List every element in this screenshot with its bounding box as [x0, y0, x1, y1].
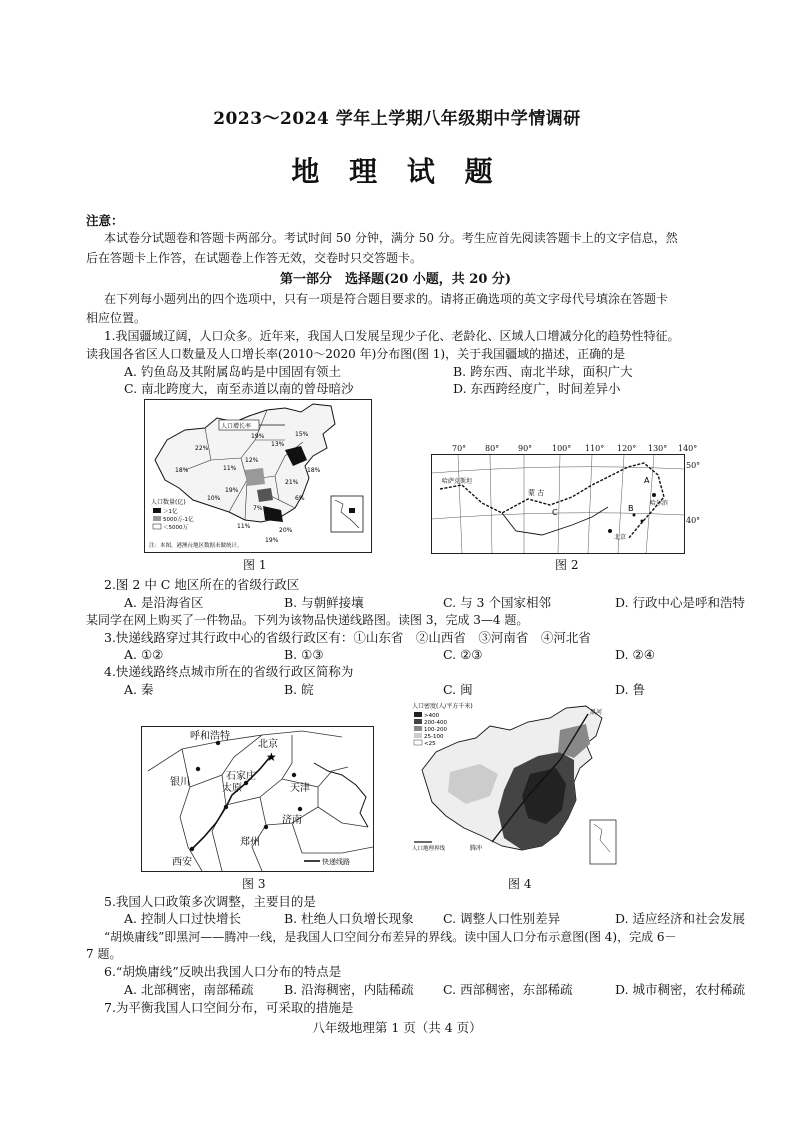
- figure-3-caption: 图 3: [242, 877, 266, 891]
- fig2-lat-50: 50°: [686, 461, 701, 470]
- q5-option-b[interactable]: B. 杜绝人口负增长现象: [284, 911, 414, 926]
- q3-option-a[interactable]: A. ①②: [124, 647, 164, 662]
- fig4-legend-item-2: 200-400: [424, 720, 447, 726]
- fig1-legend-swatch-1: [153, 508, 161, 513]
- figure-2-svg: [432, 455, 684, 553]
- figure-2-caption: 图 2: [555, 558, 579, 572]
- q5-option-a[interactable]: A. 控制人口过快增长: [124, 911, 241, 926]
- fig4-legend-item-3: 100-200: [424, 727, 447, 733]
- q4-option-d[interactable]: D. 鲁: [615, 682, 646, 697]
- fig2-dot-1: [633, 514, 636, 517]
- figure-2-map: [431, 454, 685, 554]
- fig1-south-sea-inset: [331, 496, 363, 532]
- fig1-label-5: 12%: [245, 457, 259, 464]
- fig2-region-4: A: [644, 476, 650, 485]
- q4-option-b[interactable]: B. 皖: [284, 682, 314, 697]
- q5-option-d[interactable]: D. 适应经济和社会发展: [615, 911, 746, 926]
- q3-option-d[interactable]: D. ②④: [615, 647, 655, 662]
- fig2-dot-2: [641, 520, 644, 523]
- fig2-dot-harbin: [652, 493, 656, 497]
- fig3-city-xian: 西安: [172, 857, 192, 868]
- fig2-lat-40: 40°: [686, 516, 701, 525]
- fig1-arrow-label: 人口增长率: [221, 423, 252, 430]
- fig4-legend-swatch-4: [414, 733, 422, 738]
- fig3-city-zhengzhou: 郑州: [240, 837, 260, 848]
- fig2-dot-beijing: [608, 529, 612, 533]
- fig1-legend-swatch-3: [153, 524, 161, 529]
- fig2-graticule: [432, 455, 684, 553]
- fig1-label-15: 11%: [237, 523, 251, 530]
- fig4-legend-item-1: >400: [424, 713, 440, 719]
- q6-option-b[interactable]: B. 沿海稠密，内陆稀疏: [284, 982, 414, 997]
- fig2-lon-80: 80°: [485, 444, 500, 453]
- fig1-label-13: 6%: [295, 495, 305, 502]
- fig3-dot-tianjin: [292, 773, 296, 777]
- fig2-lon-90: 90°: [518, 444, 533, 453]
- fig1-inset-island: [349, 508, 355, 513]
- fig3-city-beijing: 北京: [258, 739, 278, 750]
- fig4-legend-item-4: 25-100: [424, 734, 444, 740]
- fig3-dot-taiyuan: [224, 805, 228, 809]
- subject-title: 地 理 试 题: [291, 155, 503, 188]
- section-heading: 第一部分 选择题(20 小题，共 20 分): [280, 272, 512, 287]
- figure-4-caption: 图 4: [508, 877, 532, 891]
- fig1-label-2: 22%: [195, 445, 209, 452]
- figure-1-caption: 图 1: [243, 558, 267, 572]
- q6-option-c[interactable]: C. 西部稠密，东部稀疏: [443, 982, 573, 997]
- notice-label: 注意：: [86, 213, 124, 228]
- fig4-legend-swatch-1: [414, 712, 422, 717]
- section-intro-2: 相应位置。: [86, 311, 147, 325]
- q4-stem: 4.快递线路终点城市所在的省级行政区简称为: [104, 664, 354, 679]
- fig1-legend-item-1: ＞1亿: [163, 509, 178, 515]
- figure-1-svg: [145, 400, 371, 552]
- context-q3-q4: 某同学在网上购买了一件物品。下列为该物品快递线路图。读图 3，完成 3—4 题。: [86, 613, 529, 627]
- fig1-label-12: 20%: [279, 527, 293, 534]
- q2-option-d[interactable]: D. 行政中心是呼和浩特: [615, 595, 746, 610]
- q4-option-a[interactable]: A. 秦: [124, 682, 154, 697]
- fig2-lon-100: 100°: [552, 444, 572, 453]
- fig2-region-2: 蒙 古: [528, 489, 545, 497]
- fig3-star-beijing: ★: [266, 750, 277, 764]
- fig1-label-1: 19%: [251, 433, 265, 440]
- fig4-label-heihe: 黑河: [590, 709, 603, 716]
- q7-stem: 7.为平衡我国人口空间分布，可采取的措施是: [104, 1000, 354, 1015]
- q6-stem: 6.“胡焕庸线”反映出我国人口分布的特点是: [104, 964, 342, 979]
- fig3-city-shijiazhuang: 石家庄: [226, 771, 256, 782]
- fig1-legend-swatch-2: [153, 516, 161, 521]
- figure-3-map: [141, 726, 374, 872]
- section-intro-1: 在下列每小题列出的四个选项中，只有一项是符合题目要求的。请将正确选项的英文字母代号填涂在答题卡: [104, 292, 669, 306]
- fig1-label-11: 7%: [253, 505, 263, 512]
- q2-option-c[interactable]: C. 与 3 个国家相邻: [443, 595, 551, 610]
- fig1-label-3: 18%: [175, 467, 189, 474]
- q1-option-a[interactable]: A. 钓鱼岛及其附属岛屿是中国固有领土: [124, 364, 341, 379]
- fig1-legend-item-3: ＜5000万: [163, 525, 188, 531]
- fig1-legend-title: 人口数量(亿): [151, 499, 186, 506]
- fig1-dark-province-3: [257, 488, 273, 502]
- q2-stem: 2.图 2 中 C 地区所在的省级行政区: [104, 577, 300, 592]
- fig4-label-boundary: 人口地理界线: [412, 846, 446, 852]
- fig3-province-borders: [148, 731, 373, 871]
- fig2-region-6: 哈尔滨: [650, 500, 669, 507]
- fig1-label-4: 11%: [223, 465, 237, 472]
- fig2-border: [440, 463, 664, 539]
- fig1-hatched-province: [245, 468, 265, 486]
- q2-option-b[interactable]: B. 与朝鲜接壤: [284, 595, 364, 610]
- fig2-region-5: B: [628, 504, 634, 513]
- fig1-note: 注：本图，港澳台地区数据未做统计。: [149, 543, 243, 549]
- fig3-city-hohhot: 呼和浩特: [190, 731, 230, 742]
- fig2-lon-130: 130°: [648, 444, 668, 453]
- fig1-label-8: 18%: [307, 467, 321, 474]
- q6-option-a[interactable]: A. 北部稠密，南部稀疏: [124, 982, 254, 997]
- fig3-city-jinan: 济南: [282, 815, 302, 826]
- exam-header-title: 2023～2024 学年上学期八年级期中学情调研: [213, 109, 581, 129]
- fig1-label-6: 13%: [271, 441, 285, 448]
- q5-stem: 5.我国人口政策多次调整，主要目的是: [104, 894, 316, 909]
- fig3-city-taiyuan: 太原: [222, 783, 242, 794]
- fig1-legend-item-2: 5000万-1亿: [163, 517, 194, 523]
- q5-option-c[interactable]: C. 调整人口性别差异: [443, 911, 561, 926]
- page-footer: 八年级地理第 1 页（共 4 页）: [312, 1020, 482, 1035]
- notice-line-1: 本试卷分试题卷和答题卡两部分。考试时间 50 分钟，满分 50 分。考生应首先阅读答题卡上的文字信息，然: [104, 231, 678, 245]
- fig4-south-sea-inset: [590, 820, 616, 864]
- figure-4-map: [410, 700, 620, 870]
- fig3-dot-jinan: [298, 807, 302, 811]
- fig1-label-9: 21%: [285, 479, 299, 486]
- fig4-legend-item-5: <25: [424, 741, 436, 747]
- fig4-label-tengchong: 腾冲: [470, 845, 483, 852]
- q1-option-d[interactable]: D. 东西跨经度广，时间差异小: [453, 381, 621, 396]
- fig2-lon-70: 70°: [452, 444, 467, 453]
- fig2-region-1: 哈萨克斯坦: [442, 478, 473, 485]
- q1-stem-1: 1.我国疆域辽阔，人口众多。近年来，我国人口发展呈现少子化、老龄化、区域人口增减分化的趋势性特征。: [104, 329, 680, 343]
- fig1-label-16: 19%: [265, 537, 279, 544]
- fig4-legend-swatch-3: [414, 726, 422, 731]
- fig2-lon-110: 110°: [585, 444, 605, 453]
- fig1-label-7: 15%: [295, 431, 309, 438]
- figure-4-svg: [410, 700, 620, 870]
- figure-3-svg: [142, 727, 373, 871]
- fig3-dot-zhengzhou: [264, 825, 268, 829]
- fig2-lon-140: 140°: [678, 444, 698, 453]
- fig1-label-10: 19%: [225, 487, 239, 494]
- q2-option-a[interactable]: A. 是沿海省区: [124, 595, 204, 610]
- q3-option-b[interactable]: B. ①③: [284, 647, 324, 662]
- figure-1-map: [144, 399, 372, 553]
- fig2-lon-120: 120°: [617, 444, 637, 453]
- fig2-region-7: 北京: [614, 534, 627, 541]
- fig4-legend-swatch-5: [414, 740, 422, 745]
- context-q6-q7-line-1: “胡焕庸线”即黑河——腾冲一线，是我国人口空间分布差异的界线。读中国人口分布示意图(图 4)，完成 6－: [104, 930, 677, 944]
- q4-option-c[interactable]: C. 闽: [443, 682, 473, 697]
- fig3-legend-label: 快递线路: [322, 858, 350, 866]
- q3-stem: 3.快递线路穿过其行政中心的省级行政区有：①山东省 ②山西省 ③河南省 ④河北省: [104, 630, 591, 645]
- q3-option-c[interactable]: C. ②③: [443, 647, 483, 662]
- fig3-city-tianjin: 天津: [290, 783, 310, 794]
- fig4-legend-swatch-2: [414, 719, 422, 724]
- q6-option-d[interactable]: D. 城市稠密，农村稀疏: [615, 982, 746, 997]
- fig1-label-14: 10%: [207, 495, 221, 502]
- context-q6-q7-line-2: 7 题。: [86, 947, 122, 961]
- fig4-legend-title: 人口密度(人/平方千米): [412, 703, 473, 710]
- fig3-dot-xian: [190, 847, 194, 851]
- q1-option-c[interactable]: C. 南北跨度大，南至赤道以南的曾母暗沙: [124, 381, 354, 396]
- q1-stem-2: 读我国各省区人口数量及人口增长率(2010～2020 年)分布图(图 1)，关于我国疆域的描述，正确的是: [86, 347, 626, 361]
- fig2-region-3: C: [552, 508, 558, 517]
- q1-option-b[interactable]: B. 跨东西、南北半球，面积广大: [453, 364, 633, 379]
- fig3-city-yinchuan: 银川: [170, 777, 190, 788]
- fig3-dot-yinchuan: [196, 767, 200, 771]
- fig3-coastline: [314, 763, 368, 827]
- notice-line-2: 后在答题卡上作答，在试题卷上作答无效，交卷时只交答题卡。: [86, 251, 423, 265]
